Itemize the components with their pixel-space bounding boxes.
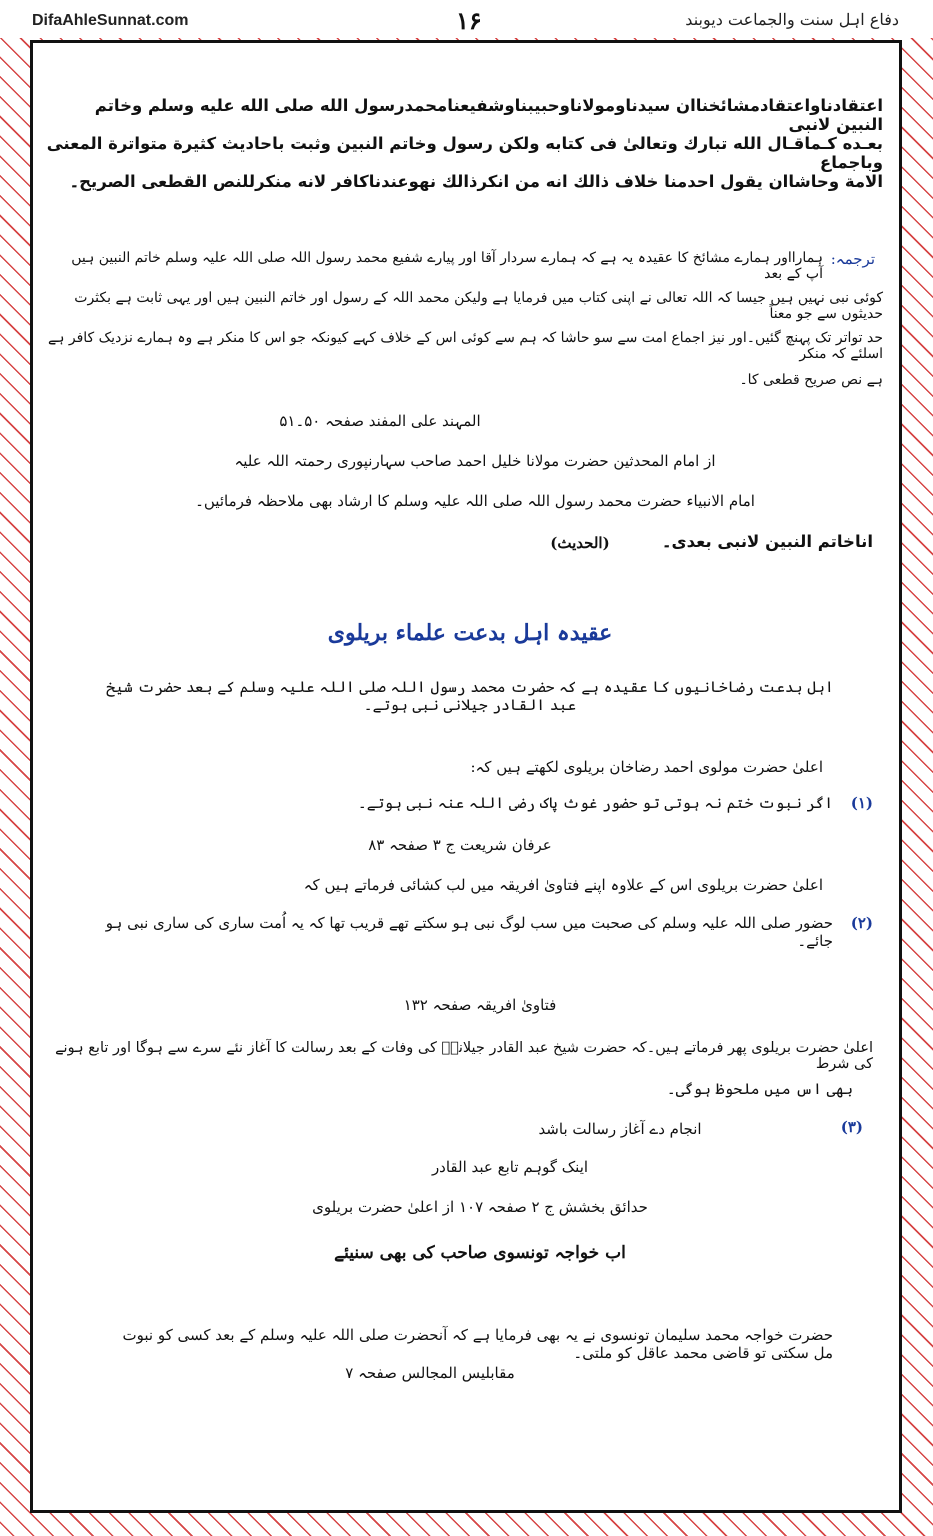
final-paragraph: حضرت خواجہ محمد سلیمان تونسوی نے یہ بھی فرمایا ہے کہ آنحضرت صلی اللہ علیہ وسلم کے بعد کسی کو نبوت مل سکتی تو قاضی محمد عاقل کو ملتی۔ <box>122 1326 833 1362</box>
translation-line-1: ہمارااور ہمارے مشائخ کا عقیدہ یہ ہے کہ ہمارے سردار آقا اور پیارے شفیع محمد رسول اللہ صلی اللہ علیہ وسلم خاتم النبین ہیں آپ کے بعد <box>71 250 823 282</box>
item-2-number: (۲) <box>850 914 873 932</box>
translation-line-2: کوئی نبی نہیں ہیں جیسا کہ اللہ تعالی نے اپنی کتاب میں فرمایا ہے ولیکن محمد اللہ کے رسول اور خاتم النبین ہیں اور یہی ثابت ہے بکثرت حدیثوں سے جو معناً <box>74 290 883 322</box>
item-1-number: (۱) <box>850 794 873 812</box>
reference-maqabis: مقابلیس المجالس صفحہ ۷ <box>345 1364 515 1382</box>
item-3-number: (۳) <box>840 1118 863 1136</box>
reference-muhannad: المہند علی المفند صفحہ ۵۰۔۵۱ <box>279 412 481 430</box>
arabic-line-1: اعتقادناواعتقادمشائخناان سیدناومولاناوحبیبناوشفیعنامحمدرسول الله صلی الله علیه وسلم وخاتم النبین لانبی <box>94 96 883 134</box>
ala-hazrat-intro: اعلیٰ حضرت مولوی احمد رضاخان بریلوی لکھتے ہیں کہ: <box>470 758 823 776</box>
imam-line: امام الانبیاء حضرت محمد رسول اللہ صلی اللہ علیہ وسلم کا ارشاد بھی ملاحظہ فرمائیں۔ <box>195 492 755 510</box>
section-heading: عقیدہ اہل بدعت علماء بریلوی <box>327 620 613 646</box>
author-line: از امام المحدثین حضرت مولانا خلیل احمد صاحب سہارنپوری رحمتہ اللہ علیہ <box>234 452 716 470</box>
verse-2: اینک گوہم تابع عبد القادر <box>431 1158 589 1176</box>
para3-line-1: اعلیٰ حضرت بریلوی پھر فرماتے ہیں۔کہ حضرت شیخ عبد القادر جیلانیؒ کی وفات کے بعد رسالت کا آغاز نئے سرے سے ہوگا اور تابع ہونے کی شرط <box>55 1040 873 1072</box>
hadith-text: اناخاتم النبین لانبی بعدی۔ <box>661 532 873 551</box>
belief-line: اہل بدعت رضاخانیوں کا عقیدہ ہے کہ حضرت محمد رسول اللہ صلی اللہ علیہ وسلم کے بعد حضرت شیخ عبد القادر جیلانی نبی ہوتے۔ <box>106 678 834 714</box>
site-name[interactable]: DifaAhleSunnat.com <box>32 12 189 29</box>
book-title: دفاع اہل سنت والجماعت دیوبند <box>685 10 899 29</box>
translation-line-3: حد تواتر تک پہنچ گئیں۔اور نیز اجماع امت سے سو حاشا کہ ہم سے کوئی اس کے خلاف کہے کیونکہ جو اس کا منکر ہے وہ ہمارے نزدیک کافر ہے اسلئے کہ منکر <box>47 330 883 362</box>
reference-fatawa-africa: فتاویٰ افریقہ صفحہ ۱۳۲ <box>403 996 557 1014</box>
item-2-text: حضور صلی اللہ علیہ وسلم کی صحبت میں سب لوگ نبی ہو سکتے تھے قریب تھا کہ یہ اُمت ساری کی ساری نبی ہو جائے۔ <box>105 914 833 950</box>
translation-label: ترجمہ: <box>830 250 875 268</box>
arabic-line-3: الامة وحاشاان یقول احدمنا خلاف ذالك انه من انکرذالك نهوعندناکافر لانه منکرللنص القطعی الصریح۔ <box>69 172 883 191</box>
africa-intro: اعلیٰ حضرت بریلوی اس کے علاوہ اپنے فتاویٰ افریقہ میں لب کشائی فرماتے ہیں کہ <box>303 876 823 894</box>
reference-hadaiq: حدائق بخشش ج ۲ صفحہ ۱۰۷ از اعلیٰ حضرت بریلوی <box>312 1198 648 1216</box>
tunsavi-subheading: اب خواجہ تونسوی صاحب کی بھی سنیئے <box>334 1243 626 1263</box>
para3-line-2: بھی اس میں ملحوظ ہوگی۔ <box>666 1080 853 1098</box>
arabic-line-2: بعـده کـماقـال الله تبارك وتعالیٰ فی کتابه ولکن رسول وخاتم النبین وثبت باحادیث کثیرة متواترة المعنی وباجماع <box>46 134 883 172</box>
page-number: ۱۶ <box>456 6 482 35</box>
reference-irfan: عرفان شریعت ج ۳ صفحہ ۸۳ <box>368 836 552 854</box>
hadith-source: (الحدیث) <box>550 534 610 552</box>
verse-1: انجام دے آغاز رسالت باشد <box>538 1120 702 1138</box>
item-1-text: اگر نبوت ختم نہ ہوتی تو حضور غوث پاک رضی اللہ عنہ نبی ہوتے۔ <box>357 794 833 812</box>
page-header <box>0 0 933 38</box>
translation-line-4: ہے نص صریح قطعی کا۔ <box>739 372 883 388</box>
